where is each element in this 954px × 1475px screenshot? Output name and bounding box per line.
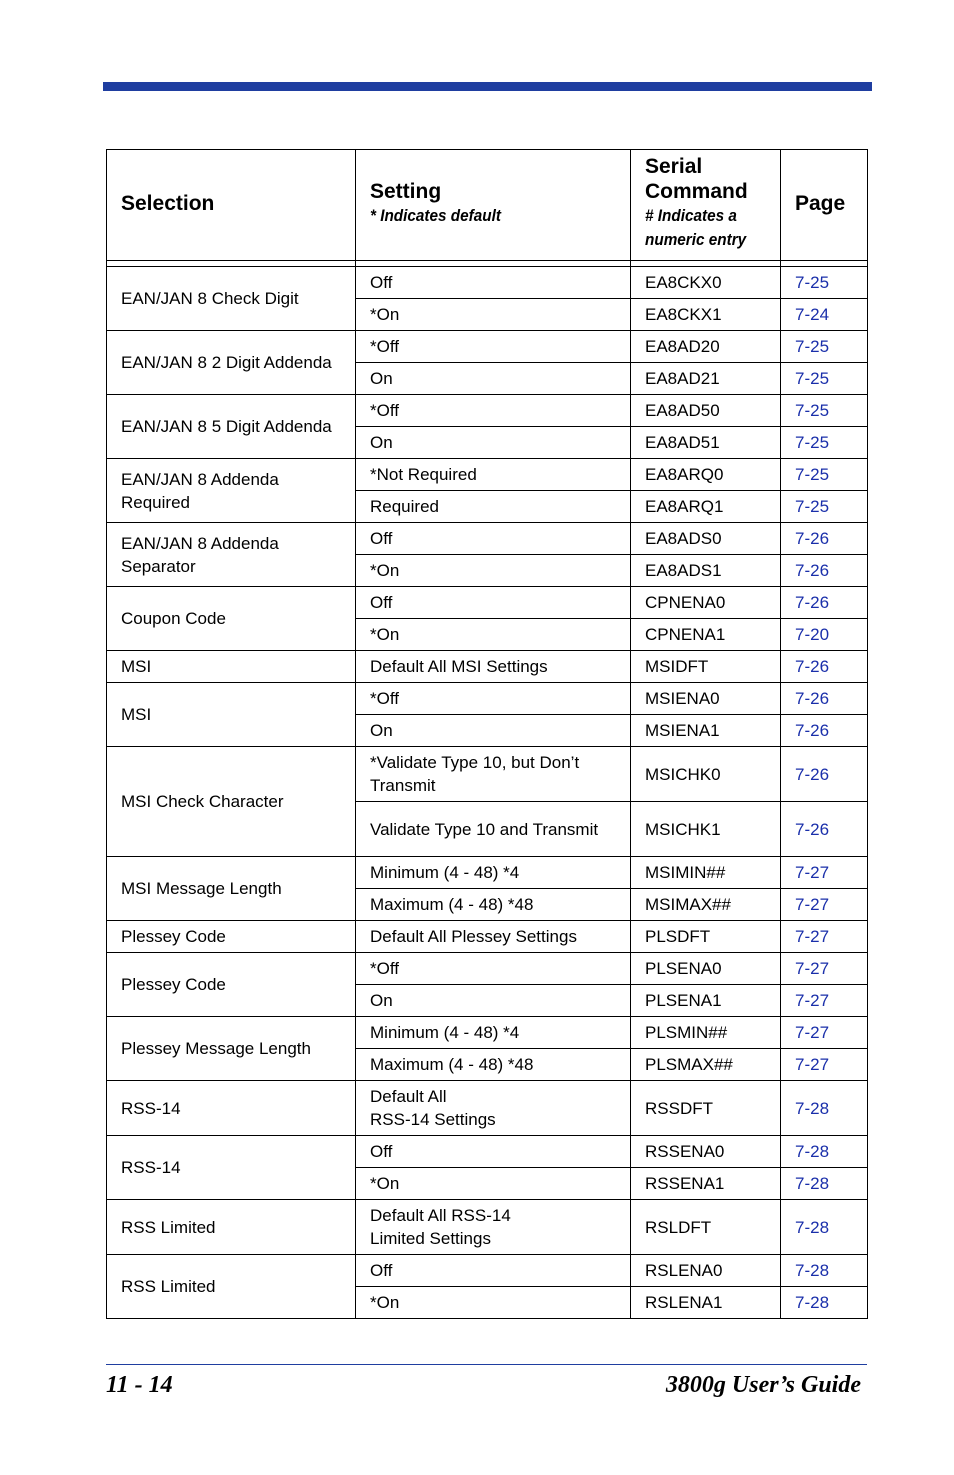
selection-cell: RSS-14 [107, 1136, 356, 1200]
serial-command-table [106, 149, 868, 1319]
setting-cell: *Off [356, 683, 631, 715]
table-row [107, 523, 868, 555]
selection-cell: MSI [107, 683, 356, 747]
setting-cell: *On [356, 299, 631, 331]
setting-cell: Maximum (4 - 48) *48 [356, 889, 631, 921]
command-cell: PLSENA0 [631, 953, 781, 985]
setting-cell: Off [356, 267, 631, 299]
selection-cell: Plessey Message Length [107, 1017, 356, 1081]
command-cell: EA8ARQ1 [631, 491, 781, 523]
selection-cell: MSI Message Length [107, 857, 356, 921]
page-link[interactable]: 7-20 [781, 619, 868, 651]
table-row [107, 587, 868, 619]
page-link[interactable]: 7-28 [781, 1136, 868, 1168]
page-link[interactable]: 7-27 [781, 985, 868, 1017]
setting-cell: Default All Plessey Settings [356, 921, 631, 953]
command-cell: EA8AD51 [631, 427, 781, 459]
setting-cell: Off [356, 1255, 631, 1287]
setting-cell: Validate Type 10 and Transmit [356, 802, 631, 857]
command-cell: PLSENA1 [631, 985, 781, 1017]
setting-cell: *Off [356, 395, 631, 427]
table-row [107, 1200, 868, 1255]
page-link[interactable]: 7-27 [781, 953, 868, 985]
command-cell: PLSDFT [631, 921, 781, 953]
command-cell: MSICHK0 [631, 747, 781, 802]
header-setting-note: * Indicates default [370, 205, 501, 225]
selection-cell: Coupon Code [107, 587, 356, 651]
command-cell: MSIDFT [631, 651, 781, 683]
setting-cell: *On [356, 555, 631, 587]
page-link[interactable]: 7-28 [781, 1255, 868, 1287]
selection-cell: Plessey Code [107, 953, 356, 1017]
setting-cell: On [356, 985, 631, 1017]
page-link[interactable]: 7-26 [781, 683, 868, 715]
setting-cell: Default All MSI Settings [356, 651, 631, 683]
selection-cell: RSS Limited [107, 1255, 356, 1319]
selection-cell: EAN/JAN 8 5 Digit Addenda [107, 395, 356, 459]
table-row [107, 1255, 868, 1287]
setting-cell: *On [356, 1287, 631, 1319]
command-cell: EA8CKX0 [631, 267, 781, 299]
command-cell: CPNENA0 [631, 587, 781, 619]
selection-cell: RSS-14 [107, 1081, 356, 1136]
setting-cell: *Off [356, 331, 631, 363]
setting-cell: Default All RSS-14 Settings [356, 1081, 631, 1136]
page-link[interactable]: 7-26 [781, 651, 868, 683]
page-link[interactable]: 7-28 [781, 1168, 868, 1200]
command-cell: MSICHK1 [631, 802, 781, 857]
command-cell: RSLENA1 [631, 1287, 781, 1319]
page-link[interactable]: 7-25 [781, 459, 868, 491]
table-row [107, 921, 868, 953]
page-link[interactable]: 7-26 [781, 802, 868, 857]
table-row [107, 953, 868, 985]
command-cell: RSLDFT [631, 1200, 781, 1255]
header-serial-command: Serial Command # Indicates a numeric entry [631, 150, 781, 261]
page-link[interactable]: 7-24 [781, 299, 868, 331]
command-cell: RSSENA0 [631, 1136, 781, 1168]
page-link[interactable]: 7-28 [781, 1081, 868, 1136]
command-cell: MSIMIN## [631, 857, 781, 889]
command-cell: MSIENA1 [631, 715, 781, 747]
page-link[interactable]: 7-25 [781, 395, 868, 427]
command-cell: EA8ARQ0 [631, 459, 781, 491]
page-link[interactable]: 7-25 [781, 491, 868, 523]
table-row [107, 331, 868, 363]
selection-cell: RSS Limited [107, 1200, 356, 1255]
command-cell: PLSMIN## [631, 1017, 781, 1049]
page-link[interactable]: 7-28 [781, 1287, 868, 1319]
header-serial-note: # Indicates a numeric entry [645, 206, 747, 249]
command-cell: RSSDFT [631, 1081, 781, 1136]
page-link[interactable]: 7-25 [781, 331, 868, 363]
header-page: Page [781, 150, 868, 261]
page-link[interactable]: 7-27 [781, 1049, 868, 1081]
command-cell: EA8CKX1 [631, 299, 781, 331]
setting-cell: Off [356, 587, 631, 619]
table-row [107, 651, 868, 683]
command-cell: PLSMAX## [631, 1049, 781, 1081]
command-cell: RSLENA0 [631, 1255, 781, 1287]
table-row [107, 683, 868, 715]
footer-rule [106, 1364, 867, 1365]
table-row [107, 395, 868, 427]
selection-cell: MSI [107, 651, 356, 683]
header-selection: Selection [107, 150, 356, 261]
setting-cell: Maximum (4 - 48) *48 [356, 1049, 631, 1081]
header-setting: Setting * Indicates default [356, 150, 631, 261]
command-cell: EA8AD50 [631, 395, 781, 427]
selection-cell: EAN/JAN 8 2 Digit Addenda [107, 331, 356, 395]
command-cell: EA8AD20 [631, 331, 781, 363]
table-row [107, 857, 868, 889]
page-link[interactable]: 7-27 [781, 889, 868, 921]
selection-cell: EAN/JAN 8 Check Digit [107, 267, 356, 331]
setting-cell: *On [356, 619, 631, 651]
setting-cell: *On [356, 1168, 631, 1200]
setting-cell: *Off [356, 953, 631, 985]
page-link[interactable]: 7-26 [781, 523, 868, 555]
table-row [107, 267, 868, 299]
setting-cell: *Not Required [356, 459, 631, 491]
setting-cell: Off [356, 523, 631, 555]
table-row [107, 1081, 868, 1136]
table-row [107, 747, 868, 802]
footer-guide-title: 3800g User’s Guide [665, 1372, 861, 1398]
page-link[interactable]: 7-27 [781, 921, 868, 953]
page-link[interactable]: 7-27 [781, 857, 868, 889]
page-link[interactable]: 7-25 [781, 267, 868, 299]
command-cell: EA8AD21 [631, 363, 781, 395]
setting-cell: Minimum (4 - 48) *4 [356, 857, 631, 889]
setting-cell: *Validate Type 10, but Don’t Transmit [356, 747, 631, 802]
selection-cell: MSI Check Character [107, 747, 356, 857]
setting-cell: On [356, 427, 631, 459]
command-cell: CPNENA1 [631, 619, 781, 651]
command-cell: EA8ADS0 [631, 523, 781, 555]
page-link[interactable]: 7-26 [781, 587, 868, 619]
page-link[interactable]: 7-26 [781, 715, 868, 747]
page-link[interactable]: 7-27 [781, 1017, 868, 1049]
page-link[interactable]: 7-26 [781, 555, 868, 587]
table-header-row [107, 150, 868, 261]
top-header-bar [103, 82, 872, 91]
table-body [107, 267, 868, 1319]
page-link[interactable]: 7-25 [781, 427, 868, 459]
table-row [107, 459, 868, 491]
command-cell: MSIENA0 [631, 683, 781, 715]
setting-cell: On [356, 715, 631, 747]
selection-cell: EAN/JAN 8 Addenda Separator [107, 523, 356, 587]
selection-cell: Plessey Code [107, 921, 356, 953]
setting-cell: On [356, 363, 631, 395]
command-cell: MSIMAX## [631, 889, 781, 921]
page-link[interactable]: 7-25 [781, 363, 868, 395]
page-link[interactable]: 7-26 [781, 747, 868, 802]
page-link[interactable]: 7-28 [781, 1200, 868, 1255]
setting-cell: Required [356, 491, 631, 523]
table-row [107, 1017, 868, 1049]
table-row [107, 1136, 868, 1168]
command-cell: RSSENA1 [631, 1168, 781, 1200]
setting-cell: Default All RSS-14 Limited Settings [356, 1200, 631, 1255]
command-cell: EA8ADS1 [631, 555, 781, 587]
selection-cell: EAN/JAN 8 Addenda Required [107, 459, 356, 523]
setting-cell: Off [356, 1136, 631, 1168]
footer-page-number: 11 - 14 [106, 1372, 173, 1398]
setting-cell: Minimum (4 - 48) *4 [356, 1017, 631, 1049]
